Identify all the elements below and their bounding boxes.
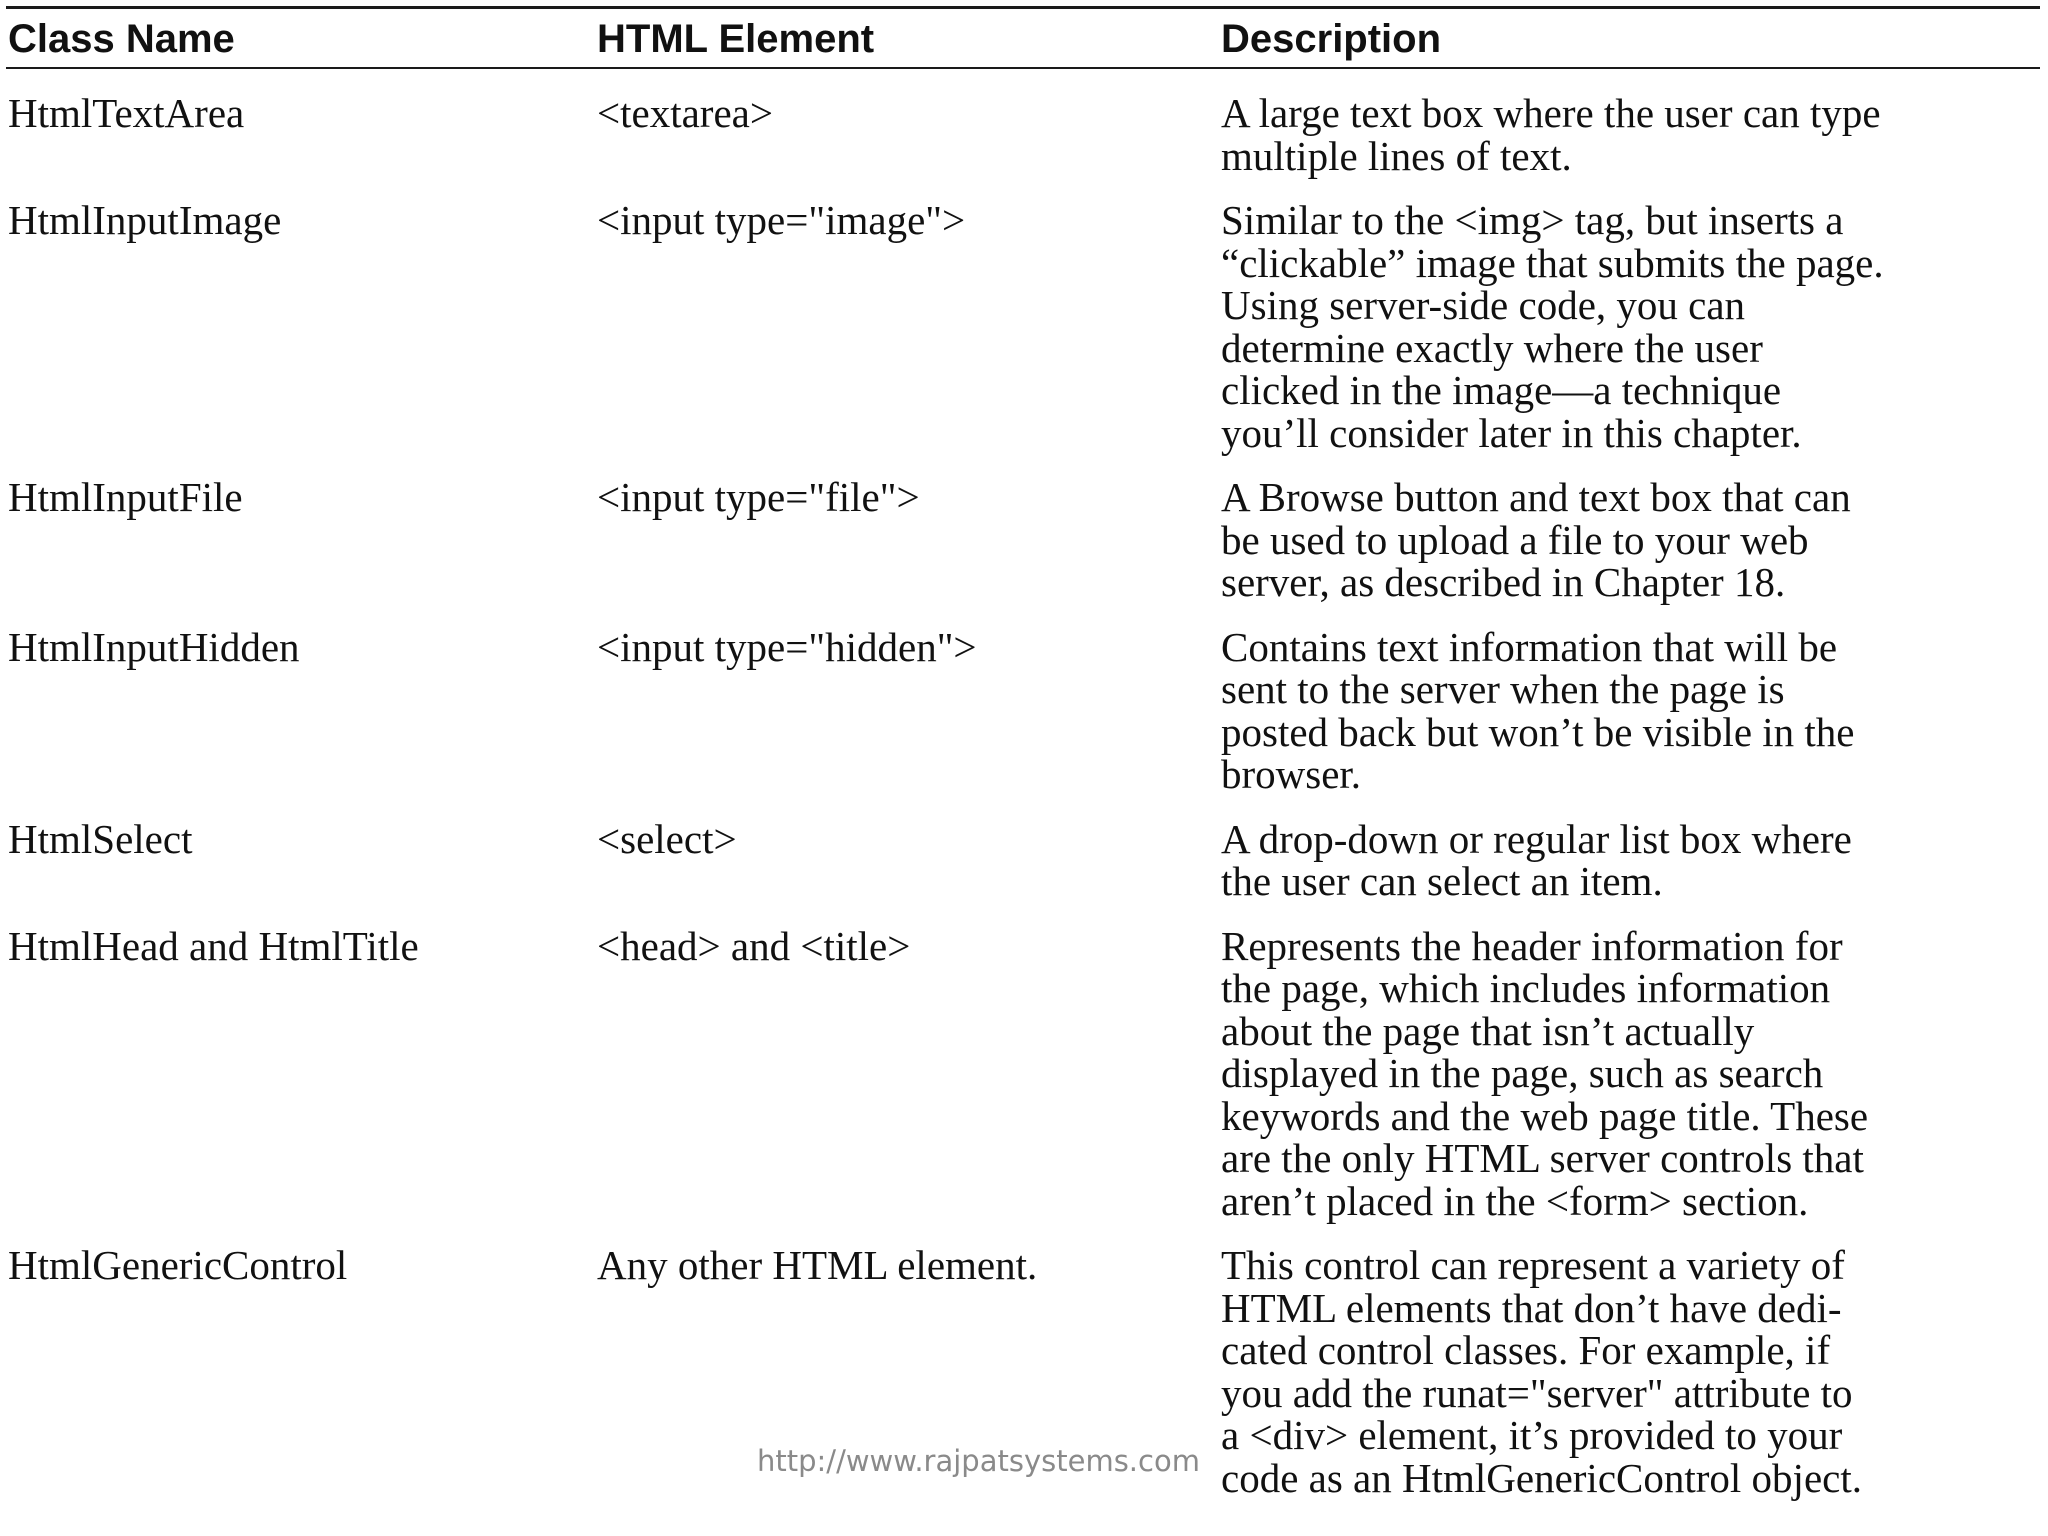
description-line: cated control classes. For example, if [1221,1327,1831,1373]
cell-description [1221,815,2041,904]
description-line: aren’t placed in the <form> section. [1221,1177,1809,1224]
description-line: displayed in the page, such as search [1221,1050,1824,1096]
description-line: code as an HtmlGenericControl object. [1221,1454,1862,1501]
cell-html-element: <select> [597,815,737,862]
description-line: posted back but won’t be visible in the [1221,708,1855,755]
table-row [0,476,2048,626]
table-row [0,1244,2048,1521]
description-line: A Browse button and text box that can [1221,474,1851,520]
description-line: about the page that isn’t actually [1221,1007,1755,1054]
table-header-row [0,14,2048,64]
table-row [0,815,2048,925]
description-line: multiple lines of text. [1221,132,1572,179]
description-line: HTML elements that don’t have dedi- [1221,1284,1842,1331]
description-line: server, as described in Chapter 18. [1221,559,1786,605]
table-row [0,92,2048,199]
description-line: the page, which includes information [1221,965,1831,1011]
cell-description [1221,1244,2041,1499]
cell-class-name: HtmlInputImage [8,197,282,243]
header-class-name: Class Name [8,17,235,61]
description-line: you add the runat="server" attribute to [1221,1369,1853,1416]
description-line: Represents the header information for [1221,922,1843,969]
description-line: Contains text information that will be [1221,623,1838,670]
description-line: the user can select an item. [1221,858,1663,904]
description-line: sent to the server when the page is [1221,666,1785,712]
table-row [0,199,2048,476]
cell-description [1221,199,2041,454]
description-line: A large text box where the user can type [1221,90,1881,136]
cell-html-element: <input type="hidden"> [597,623,977,670]
cell-html-element: <head> and <title> [597,922,911,969]
cell-description [1221,92,2041,177]
description-line: be used to upload a file to your web [1221,516,1809,563]
description-line: clicked in the image—a technique [1221,367,1782,413]
watermark-url: http://www.rajpatsystems.com [757,1444,1200,1478]
description-line: determine exactly where the user [1221,324,1763,371]
header-html-element: HTML Element [597,17,875,61]
cell-description [1221,922,2041,1224]
header-divider-rule [6,67,2040,69]
cell-description [1221,623,2041,797]
description-line: keywords and the web page title. These [1221,1092,1869,1139]
cell-html-element: <input type="file"> [597,474,920,520]
cell-html-element: <textarea> [597,90,773,136]
description-line: A drop-down or regular list box where [1221,815,1852,862]
cell-html-element: Any other HTML element. [597,1242,1038,1288]
cell-description [1221,476,2041,604]
table-top-rule [6,6,2040,9]
description-line: browser. [1221,751,1362,797]
description-line: “clickable” image that submits the page. [1221,239,1884,286]
description-line: This control can represent a variety of [1221,1242,1845,1288]
table-body [0,92,2048,1521]
cell-class-name: HtmlGenericControl [8,1242,348,1288]
description-line: you’ll consider later in this chapter. [1221,409,1802,456]
table-row [0,623,2048,818]
cell-class-name: HtmlInputHidden [8,623,300,670]
cell-class-name: HtmlInputFile [8,474,243,520]
cell-class-name: HtmlSelect [8,815,193,862]
description-line: Using server-side code, you can [1221,282,1746,328]
description-line: a <div> element, it’s provided to your [1221,1412,1843,1458]
description-line: Similar to the <img> tag, but inserts a [1221,197,1844,243]
cell-class-name: HtmlHead and HtmlTitle [8,922,419,969]
description-line: are the only HTML server controls that [1221,1135,1864,1181]
cell-class-name: HtmlTextArea [8,90,245,136]
header-description: Description [1221,17,1442,61]
cell-html-element: <input type="image"> [597,197,966,243]
table-row [0,922,2048,1245]
